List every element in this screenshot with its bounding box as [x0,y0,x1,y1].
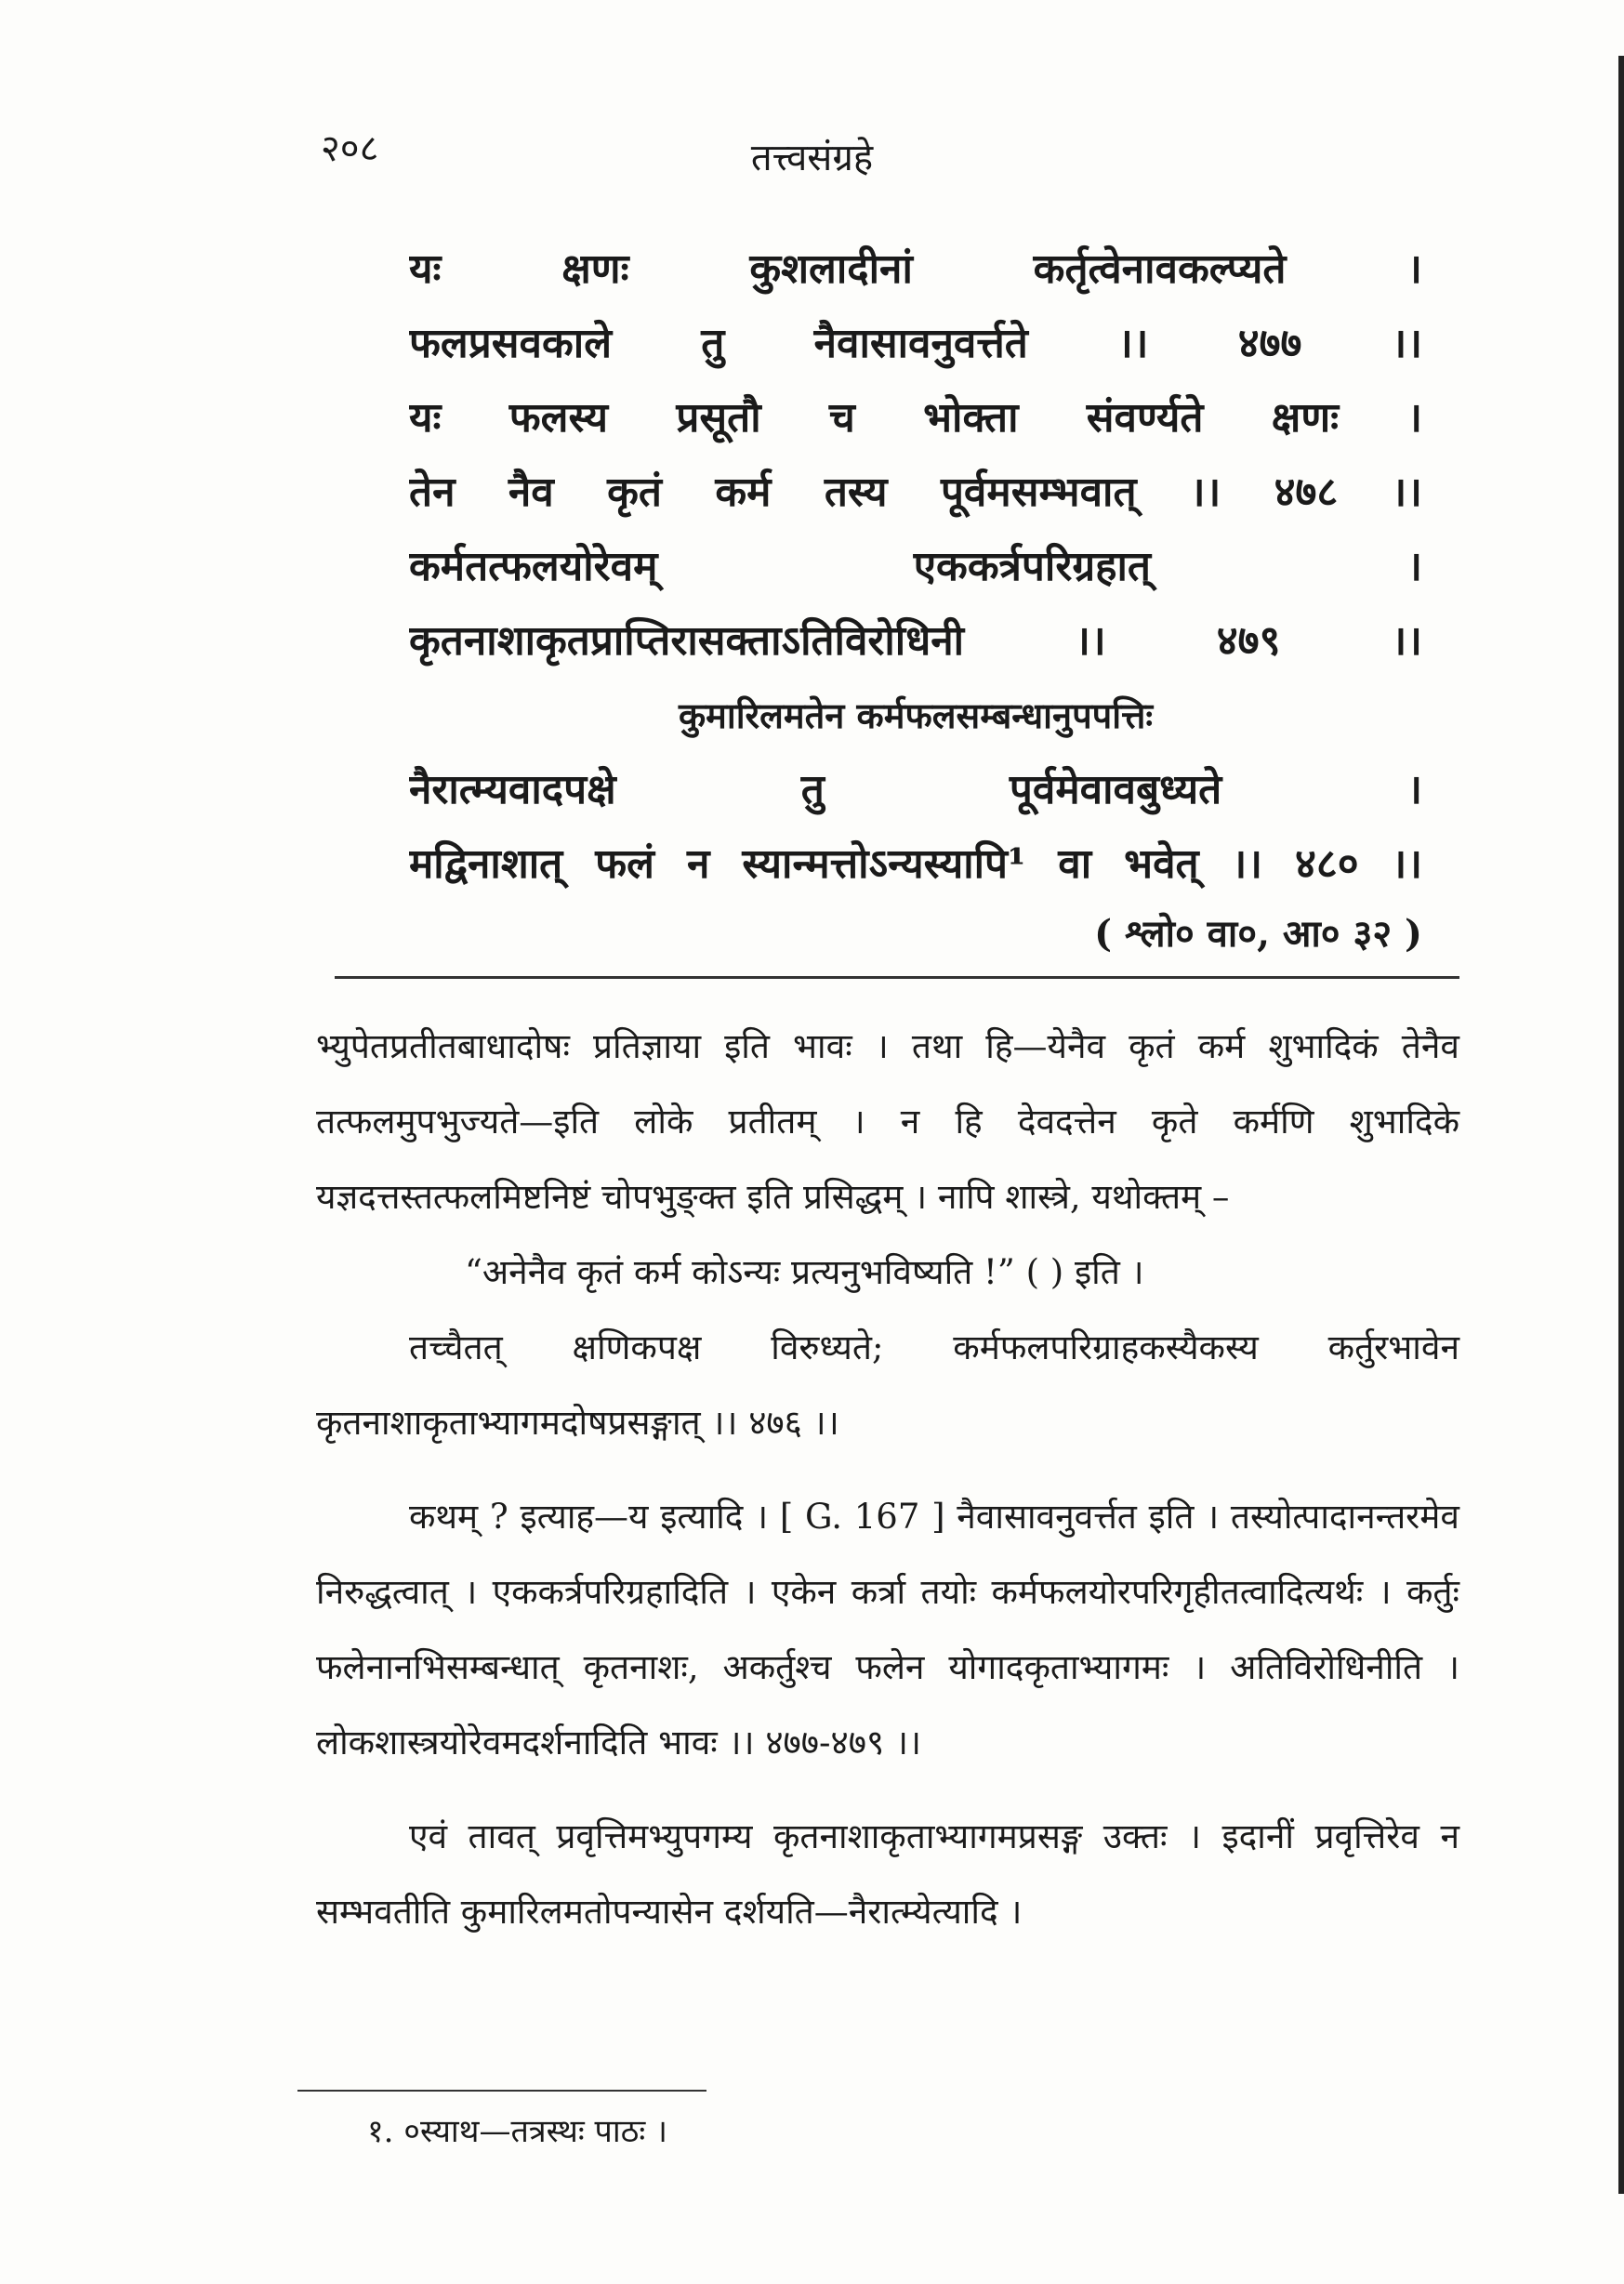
page-number: २०८ [321,127,379,170]
verse-line: फलप्रसवकाले तु नैवासावनुवर्त्तते ।। ४७७ ।। [409,320,1422,367]
verse-block [409,232,1422,967]
running-head: तत्त्वसंग्रहे [750,137,874,179]
commentary-paragraph: भ्युपेतप्रतीतबाधादोषः प्रतिज्ञाया इति भावः । तथा हि—येनैव कृतं कर्म शुभादिकं तेनैव तत्फलमुपभुज्यते—इति लोके प्रतीतम् । न हि देवदत्तेन कृते कर्मणि शुभादिके यज्ञदत्तस्तत्फलमिष्टनिष्टं चोपभुङ्क्त इति प्रसिद्धम् । नापि शास्त्रे, यथोक्तम् – [316,1026,1459,1217]
verse-line: मद्विनाशात् फलं न स्यान्मत्तोऽन्यस्यापि¹ वा भवेत् ।। ४८० ।। [409,840,1422,888]
quotation: “अनेनैव कृतं कर्म कोऽन्यः प्रत्यनुभविष्यति !” ( ) इति । [465,1252,1144,1292]
verse-line: नैरात्म्यवादपक्षे तु पूर्वमेवावबुध्यते । [409,766,1422,813]
commentary-paragraph: कथम् ? इत्याह—य इत्यादि । [ G. 167 ] नैवासावनुवर्त्तत इति । तस्योत्पादानन्तरमेव निरुद्धत्वात् । एककर्त्रपरिग्रहादिति । एकेन कर्त्रा तयोः कर्मफलयोरपरिगृहीतत्वादित्यर्थः । कर्तुः फलेनानभिसम्बन्धात् कृतनाशः, अकर्तुश्च फलेन योगादकृताभ्यागमः । अतिविरोधिनीति । लोकशास्त्रयोरेवमदर्शनादिति भावः ।। ४७७-४७९ ।। [316,1497,1459,1763]
verse-line: यः फलस्य प्रसूतौ च भोक्ता संवर्ण्यते क्षणः । [409,394,1422,442]
commentary-paragraph: एवं तावत् प्रवृत्तिमभ्युपगम्य कृतनाशाकृताभ्यागमप्रसङ्ग उक्तः । इदानीं प्रवृत्तिरेव न सम्भवतीति कुमारिलमतोपन्यासेन दर्शयति—नैरात्म्येत्यादि । [316,1816,1459,1932]
section-heading: कुमारिलमतेन कर्मफलसम्बन्धानुपपत्तिः [678,694,1154,736]
verse-line: तेन नैव कृतं कर्म तस्य पूर्वमसम्भवात् ।। ४७८ ।। [409,469,1422,516]
footnote-rule [297,2090,706,2092]
commentary [316,1009,1459,1949]
verse-line: कर्मतत्फलयोरेवम् एककर्त्रपरिग्रहात् । [409,543,1422,590]
source-reference: ( श्लो० वा०, आ० ३२ ) [1094,912,1422,956]
verse-line: कृतनाशाकृतप्राप्तिरासक्ताऽतिविरोधिनी ।। ४७९ ।। [409,617,1422,665]
page-edge-shadow [1618,56,1624,2194]
verse-line: यः क्षणः कुशलादीनां कर्तृत्वेनावकल्प्यते । [409,245,1422,293]
commentary-paragraph: तच्चैतत् क्षणिकपक्ष विरुध्यते; कर्मफलपरिग्राहकस्यैकस्य कर्तुरभावेन कृतनाशाकृताभ्यागमदोषप्रसङ्गात् ।। ४७६ ।। [316,1327,1459,1443]
footnote: १. ०स्याथ—तत्रस्थः पाठः । [367,2113,667,2150]
divider-rule [335,976,1459,979]
